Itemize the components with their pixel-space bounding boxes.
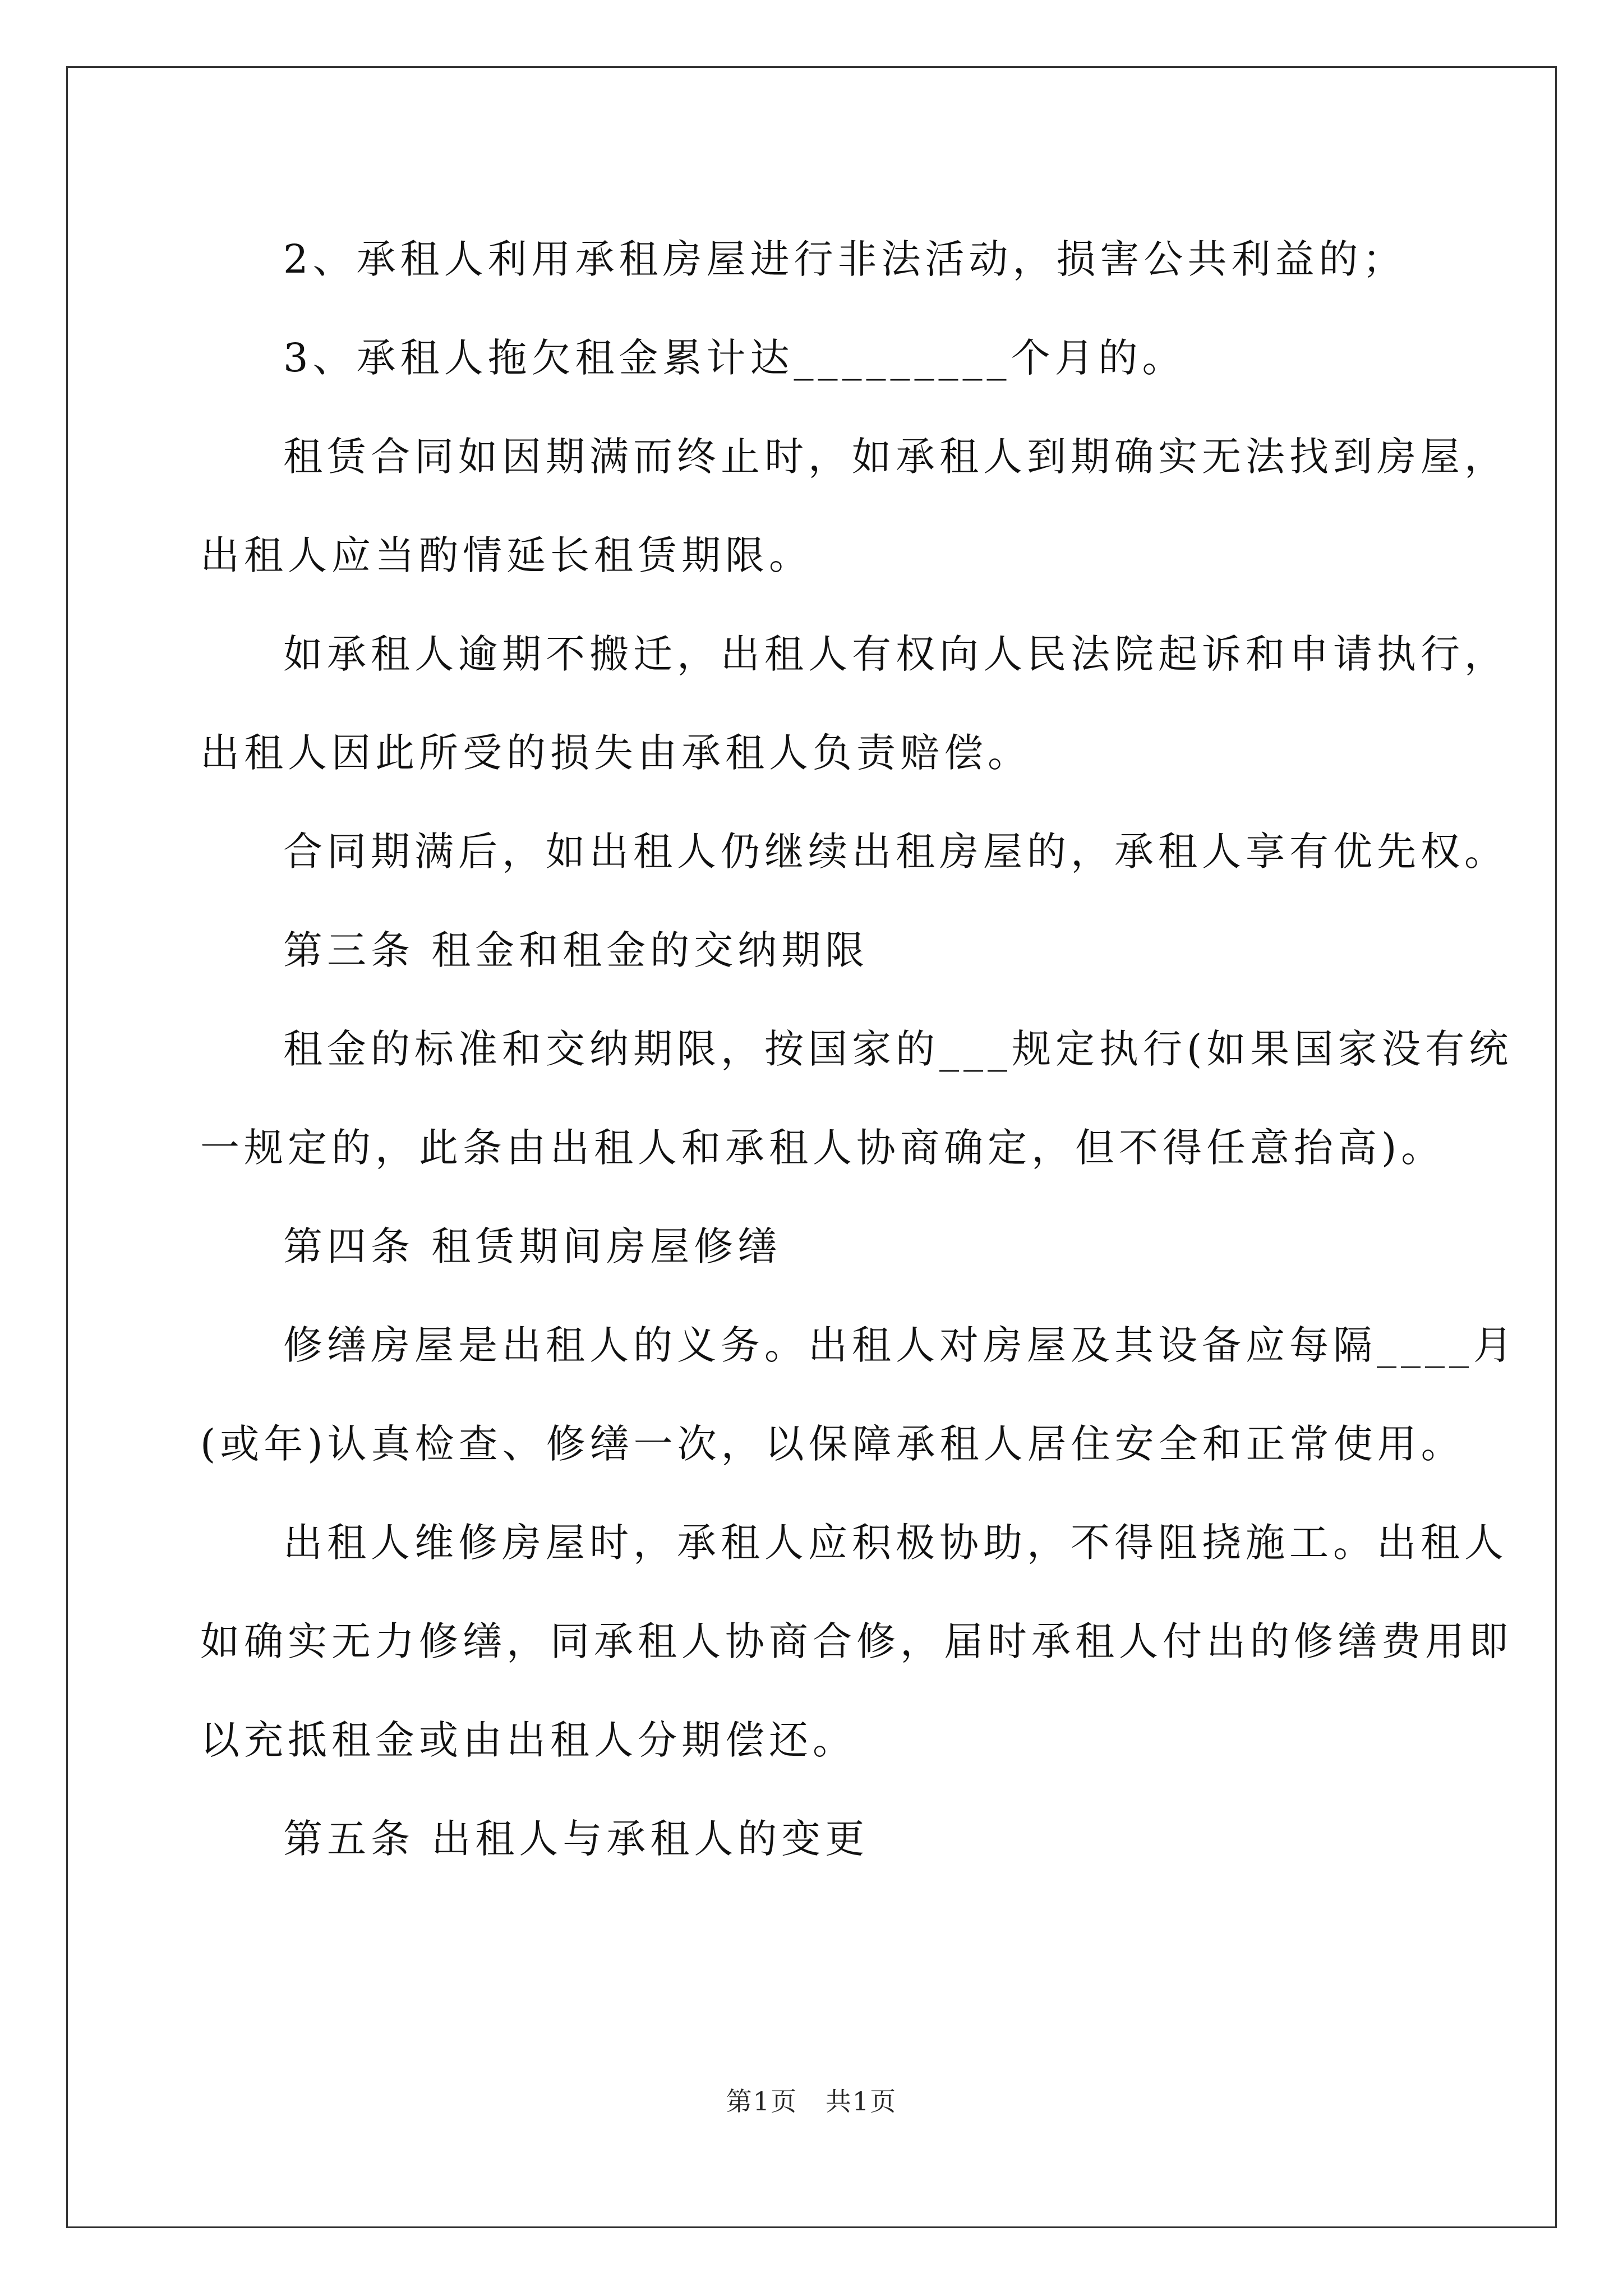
heading-article-5 xyxy=(200,1789,1434,1888)
paragraph-lease-expiry-cont xyxy=(200,506,1434,605)
text-line: 出租人维修房屋时，承租人应积极协助，不得阻挠施工。出租人 xyxy=(283,1520,1508,1566)
text-line: 合同期满后，如出租人仍继续出租房屋的，承租人享有优先权。 xyxy=(283,829,1508,875)
text-line: 如承租人逾期不搬迁，出租人有权向人民法院起诉和申请执行， xyxy=(283,631,1508,677)
heading-article-3 xyxy=(200,901,1434,1000)
text-line: (或年)认真检查、修缮一次，以保障承租人居住安全和正常使用。 xyxy=(200,1421,1465,1467)
paragraph-repair-duty xyxy=(200,1296,1517,1395)
text-line: 如确实无力修缮，同承租人协商合修，届时承租人付出的修缮费用即 xyxy=(200,1618,1513,1664)
text-line: 3、承租人拖欠租金累计达_________个月的。 xyxy=(283,335,1186,381)
document-body xyxy=(200,210,1517,1888)
paragraph-rent-standard-cont xyxy=(200,1098,1445,1197)
text-line: 第五条 出租人与承租人的变更 xyxy=(283,1816,869,1862)
text-line: 租赁合同如因期满而终止时，如承租人到期确实无法找到房屋， xyxy=(283,434,1508,480)
paragraph-lease-expiry xyxy=(200,407,1508,506)
text-line: 租金的标准和交纳期限，按国家的___规定执行(如果国家没有统 xyxy=(283,1026,1513,1072)
text-line: 出租人因此所受的损失由承租人负责赔偿。 xyxy=(200,730,1031,776)
paragraph-clause-2 xyxy=(200,210,1434,309)
heading-article-4 xyxy=(200,1197,1434,1296)
paragraph-clause-3 xyxy=(200,309,1434,407)
text-line: 第四条 租赁期间房屋修缮 xyxy=(283,1223,782,1269)
text-line: 修缮房屋是出租人的义务。出租人对房屋及其设备应每隔____月 xyxy=(283,1322,1517,1368)
paragraph-repair-assist-cont xyxy=(200,1592,1513,1691)
paragraph-rent-standard xyxy=(200,1000,1513,1098)
page-number-footer: 第1页 共1页 xyxy=(726,2086,897,2116)
text-line: 出租人应当酌情延长租赁期限。 xyxy=(200,532,813,578)
paragraph-repair-duty-cont xyxy=(200,1395,1465,1493)
paragraph-repair-assist-cont xyxy=(200,1691,1434,1789)
paragraph-overdue-move-cont xyxy=(200,703,1434,802)
text-line: 2、承租人利用承租房屋进行非法活动，损害公共利益的； xyxy=(283,236,1407,282)
text-line: 一规定的，此条由出租人和承租人协商确定，但不得任意抬高)。 xyxy=(200,1125,1445,1171)
paragraph-repair-assist xyxy=(200,1493,1508,1592)
text-line: 第三条 租金和租金的交纳期限 xyxy=(283,927,869,973)
text-line: 以充抵租金或由出租人分期偿还。 xyxy=(200,1717,856,1763)
paragraph-overdue-move xyxy=(200,605,1508,703)
paragraph-priority-right xyxy=(200,802,1508,901)
